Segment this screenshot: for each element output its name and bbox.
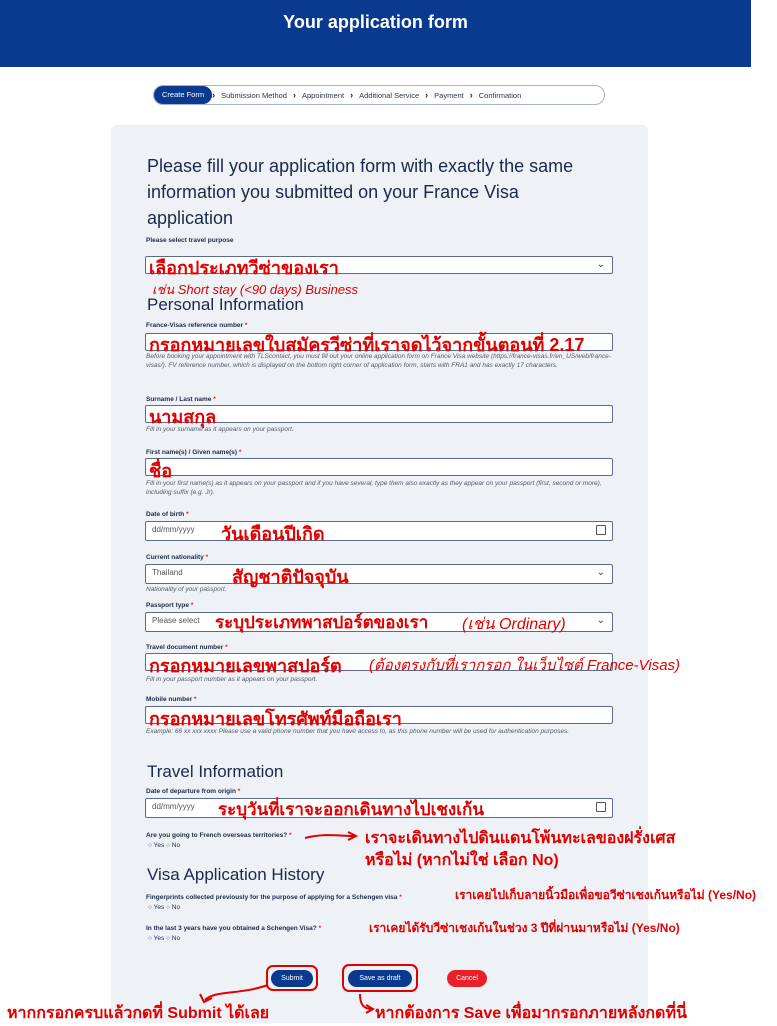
dob-annotation: วันเดือนปีเกิด xyxy=(221,524,325,544)
passport-type-value: Please select xyxy=(152,616,200,625)
nationality-help: Nationality of your passport. xyxy=(146,586,227,593)
passport-type-label: Passport type * xyxy=(146,602,194,609)
draft-note: หากต้องการ Save เพื่อมากรอกภายหลังกดที่นี่ xyxy=(375,1005,687,1022)
save-draft-button[interactable]: Save as draft xyxy=(348,970,412,987)
passport-type-annotation: ระบุประเภทพาสปอร์ตของเรา xyxy=(215,613,429,632)
travel-doc-example: (ต้องตรงกับที่เรากรอก ในเว็บไซต์ France-Visas) xyxy=(369,657,681,674)
chevron-right-icon: › xyxy=(350,90,354,100)
obtained-visa-annotation: เราเคยได้รับวีซ่าเชงเก้นในช่วง 3 ปีที่ผ่านมาหรือไม่ (Yes/No) xyxy=(369,921,680,935)
step-confirmation[interactable]: Confirmation xyxy=(478,90,522,100)
travel-doc-help: Fill in your passport number as it appears on your passport. xyxy=(146,676,318,683)
overseas-annotation-2: หรือไม่ (หากไม่ใช่ เลือก No) xyxy=(365,852,559,869)
page-title: Your application form xyxy=(283,12,468,32)
obtained-visa-label: In the last 3 years have you obtained a Schengen Visa? * xyxy=(146,925,322,932)
ref-number-label: France-Visas reference number * xyxy=(146,322,248,329)
departure-label: Date of departure from origin * xyxy=(146,788,241,795)
passport-type-example: (เช่น Ordinary) xyxy=(462,616,566,633)
personal-section-title: Personal Information xyxy=(147,295,304,314)
chevron-down-icon: ⌄ xyxy=(596,615,605,626)
submit-button[interactable]: Submit xyxy=(271,970,313,987)
chevron-right-icon: › xyxy=(292,90,296,100)
dob-placeholder: dd/mm/yyyy xyxy=(152,525,195,534)
travel-doc-annotation: กรอกหมายเลขพาสปอร์ต xyxy=(149,656,342,676)
step-create-form[interactable]: Create Form xyxy=(154,86,212,104)
ref-number-annotation: กรอกหมายเลขใบสมัครวีซ่าที่เราจดไว้จากขั้นตอนที่ 2.17 xyxy=(149,335,585,355)
chevron-right-icon: › xyxy=(469,90,473,100)
dob-label: Date of birth * xyxy=(146,511,189,518)
step-additional-service[interactable]: Additional Service xyxy=(359,90,420,100)
nationality-label: Current nationality * xyxy=(146,554,209,561)
obtained-yes-radio[interactable]: ○ Yes xyxy=(148,935,165,942)
form-intro: Please fill your application form with exactly the same information you submitted on your France Visa application xyxy=(147,156,574,228)
mobile-help: Example: 66 xx xxx xxxx Please use a valid phone number that you have access to, as this phone number will be used for authentication purposes. xyxy=(146,728,570,735)
travel-purpose-annotation: เลือกประเภทวีซ่าของเรา xyxy=(149,258,339,278)
firstname-annotation: ชื่อ xyxy=(149,461,173,481)
mobile-annotation: กรอกหมายเลขโทรศัพท์มือถือเรา xyxy=(149,709,402,729)
surname-label: Surname / Last name * xyxy=(146,396,216,403)
surname-help: Fill in your surname as it appears on your passport. xyxy=(146,426,294,433)
departure-annotation: ระบุวันที่เราจะออกเดินทางไปเชงเก้น xyxy=(218,800,484,819)
travel-purpose-example: เช่น Short stay (<90 days) Business xyxy=(152,282,359,297)
chevron-right-icon: › xyxy=(425,90,429,100)
mobile-label: Mobile number * xyxy=(146,696,197,703)
travel-purpose-label: Please select travel purpose xyxy=(146,237,234,244)
nationality-annotation: สัญชาติปัจจุบัน xyxy=(232,567,349,587)
obtained-no-radio[interactable]: ○ No xyxy=(166,935,181,942)
firstname-label: First name(s) / Given name(s) * xyxy=(146,449,242,456)
fingerprints-yes-radio[interactable]: ○ Yes xyxy=(148,904,165,911)
overseas-label: Are you going to French overseas territories? * xyxy=(146,832,292,839)
nationality-value: Thailand xyxy=(152,568,183,577)
travel-doc-label: Travel document number * xyxy=(146,644,228,651)
chevron-down-icon: ⌄ xyxy=(596,567,605,578)
step-appointment[interactable]: Appointment xyxy=(301,90,345,100)
ref-number-help: Before booking your appointment with TLScontact, you must fill out your online application form on France Visa website (https://france-visas.fr/en_US/web/france-visas/). FV reference number, which is displayed on the bottom right corner of application form, starts with FRA1 and has exactly 17 characters. xyxy=(146,353,611,369)
overseas-annotation-1: เราจะเดินทางไปดินแดนโพ้นทะเลของฝรั่งเศส xyxy=(365,830,676,847)
departure-placeholder: dd/mm/yyyy xyxy=(152,802,195,811)
overseas-yes-radio[interactable]: ○ Yes xyxy=(148,842,165,849)
travel-section-title: Travel Information xyxy=(147,762,284,781)
fingerprints-annotation: เราเคยไปเก็บลายนิ้วมือเพื่อขอวีซ่าเชงเก้นหรือไม่ (Yes/No) xyxy=(455,888,757,902)
history-section-title: Visa Application History xyxy=(147,865,325,884)
fingerprints-no-radio[interactable]: ○ No xyxy=(166,904,181,911)
fingerprints-label: Fingerprints collected previously for the purpose of applying for a Schengen visa * xyxy=(146,894,402,901)
surname-annotation: นามสกุล xyxy=(149,407,217,427)
chevron-right-icon: › xyxy=(212,90,216,100)
chevron-down-icon: ⌄ xyxy=(596,259,605,270)
step-payment[interactable]: Payment xyxy=(434,90,464,100)
firstname-help: Fill in your first name(s) as it appears on your passport and if you have several, type them also exactly as they appear on your passport (first, second or more), including suffix (e.g. Jr). xyxy=(146,480,602,496)
cancel-button[interactable]: Cancel xyxy=(447,970,487,987)
submit-note: หากกรอกครบแล้วกดที่ Submit ได้เลย xyxy=(7,1005,270,1022)
step-submission-method[interactable]: Submission Method xyxy=(221,90,287,100)
overseas-no-radio[interactable]: ○ No xyxy=(166,842,181,849)
